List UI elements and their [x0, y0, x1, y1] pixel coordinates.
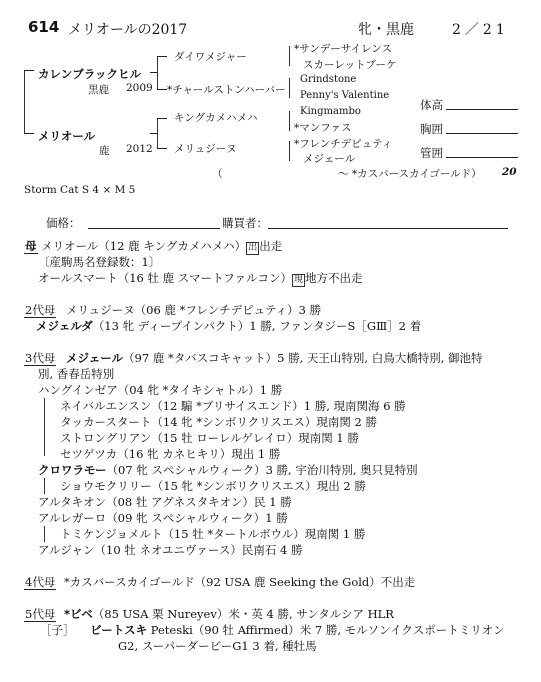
family-number: 20 — [502, 166, 517, 178]
girth-label: 胸囲 — [420, 122, 443, 136]
g2-line2-wrap — [36, 318, 421, 334]
family-note: （ 〜 *カスバースカイゴールド） — [212, 168, 482, 180]
page-number: 2／21 — [452, 22, 509, 38]
g3-label: 3代母 — [25, 351, 56, 365]
g3-row-3: ストロングリアン（15 牡 ローレルゲレイロ）現南関 1 勝 — [60, 431, 359, 445]
g3-1: スカーレットブーケ — [303, 59, 397, 71]
sire-dam: *チャールストンハーバー — [167, 84, 286, 96]
g5-child2: G2, スーパーダービーG1 3 着, 種牡馬 — [118, 639, 317, 653]
g3-row2-1: アルタキオン（08 牡 アグネスタキオン）民 1 勝 — [38, 495, 292, 509]
g3-bracket-2 — [44, 478, 45, 494]
g2-line1: メリュジーヌ（06 鹿 *フレンチデピュティ）3 勝 — [65, 303, 322, 317]
cannon-label: 管囲 — [420, 146, 443, 160]
g5-child-wrap — [40, 622, 505, 638]
g3-section — [24, 350, 483, 366]
g3-4: Kingmambo — [300, 106, 361, 117]
g2-section — [24, 302, 321, 318]
g3-row2-0: ショウモクリリー（15 牝 *シンボリクリスエス）現出 2 勝 — [60, 479, 366, 493]
dam-line3-wrap — [38, 270, 363, 287]
price-label: 価格： — [46, 216, 81, 230]
g3-row2-4: アルジャン（10 牡 ネオユニヴァース）民南石 4 勝 — [38, 543, 303, 557]
g3-row2-2: アルレガーロ（09 牝 スペシャルウィーク）1 勝 — [38, 511, 288, 525]
g3-bracket-1 — [44, 398, 45, 456]
g3-3: Penny's Valentine — [300, 90, 390, 101]
dam-line3-end: 地方不出走 — [305, 271, 363, 285]
g5-section — [24, 606, 394, 622]
g5-label: 5代母 — [25, 607, 56, 621]
g2-line2: （13 牝 ディープインパクト）1 勝, ファンタジーS［GⅢ］2 着 — [92, 319, 422, 333]
buyer-label: 購買者： — [222, 216, 268, 230]
height-label: 体高 — [420, 98, 443, 112]
price-field[interactable] — [88, 228, 220, 229]
dam-name: メリオール — [38, 129, 96, 143]
inbreeding: Storm Cat S 4 × M 5 — [24, 184, 136, 196]
g3-row-0: ハングインゼア（04 牝 *タイキシャトル）1 勝 — [38, 383, 283, 397]
g3-line1-bold: メジェール — [65, 351, 124, 365]
g3-line1: （97 鹿 *タバスコキャット）5 勝, 天王山特別, 白鳥大橋特別, 御池特 — [123, 351, 483, 365]
g4-line: *カスバースカイゴールド（92 USA 鹿 Seeking the Gold）不出走 — [63, 575, 416, 589]
dam-line1-end: 出走 — [259, 239, 283, 253]
dam-line2: 〔産駒馬名登録数：1〕 — [38, 255, 161, 269]
dam-line1-box: 出 — [248, 243, 258, 253]
dam-line1: メリオール（12 鹿 キングカメハメハ） — [41, 239, 247, 253]
girth-field[interactable] — [446, 133, 518, 134]
g5-child-bold: ビートスキ — [90, 623, 148, 637]
dam-color: 鹿 — [99, 145, 110, 157]
g3-0: *サンデーサイレンス — [294, 43, 392, 55]
sire-year: 2009 — [126, 82, 153, 94]
cannon-field[interactable] — [446, 157, 518, 158]
sire-name: カレンブラックヒル — [38, 67, 141, 81]
dam-section — [24, 238, 282, 255]
height-field[interactable] — [446, 109, 518, 110]
dam-line3-box: 現 — [294, 275, 304, 285]
g3-row-2: タッカースタート（14 牝 *シンボリクリスエス）現南関 2 勝 — [60, 415, 377, 429]
g3-bracket-3 — [44, 526, 45, 542]
g3-row2-3: トミケンジョメルト（15 牡 *タートルボウル）現南関 1 勝 — [60, 527, 366, 541]
sex-color: 牝・黒鹿 — [358, 22, 414, 38]
dam-line3: オールスマート（16 牡 鹿 スマートファルコン） — [38, 271, 292, 285]
dam-label: 母 — [25, 239, 37, 253]
buyer-field[interactable] — [268, 228, 508, 229]
g5-line-bold: *ビベ — [63, 607, 93, 621]
g3-kuro-wrap — [38, 462, 418, 478]
g5-child-label: ［子］ — [40, 623, 75, 637]
dam-sire: キングカメハメハ — [174, 112, 258, 124]
g3-5: *マンファス — [294, 122, 352, 134]
lot-number: 614 — [28, 18, 60, 36]
sire-sire: ダイワメジャー — [174, 51, 247, 63]
g3-6: *フレンチデピュティ — [294, 138, 393, 150]
g3-bold2: クロワラモー — [38, 463, 107, 477]
g2-line2-bold: メジェルダ — [36, 319, 93, 333]
g4-label: 4代母 — [25, 575, 56, 589]
g3-7: メジェール — [303, 153, 356, 165]
g3-2: Grindstone — [300, 74, 357, 85]
g3-row-4: セツゲツカ（16 牝 カネヒキリ）現出 1 勝 — [60, 447, 281, 461]
g3-row-1: ネイバルエンスン（12 騸 *ブリサイスエンド）1 勝, 現南関海 6 勝 — [60, 399, 406, 413]
g3-line-k: （07 牝 スペシャルウィーク）3 勝, 宇治川特別, 奥只見特別 — [106, 463, 418, 477]
dam-year: 2012 — [126, 143, 153, 155]
g4-section — [24, 574, 415, 590]
dam-dam: メリュジーヌ — [174, 143, 237, 155]
g5-child: Peteski（90 牡 Affirmed）米 7 勝, モルソンイクスポートミリオン — [147, 623, 505, 637]
g3-line1b: 別, 香春岳特別 — [38, 367, 115, 381]
g2-label: 2代母 — [25, 303, 56, 317]
sire-color: 黒鹿 — [88, 84, 109, 96]
lot-title: メリオールの2017 — [68, 22, 188, 38]
g5-line: （85 USA 栗 Nureyev）米・英 4 勝, サンタルシア HLR — [92, 607, 394, 621]
